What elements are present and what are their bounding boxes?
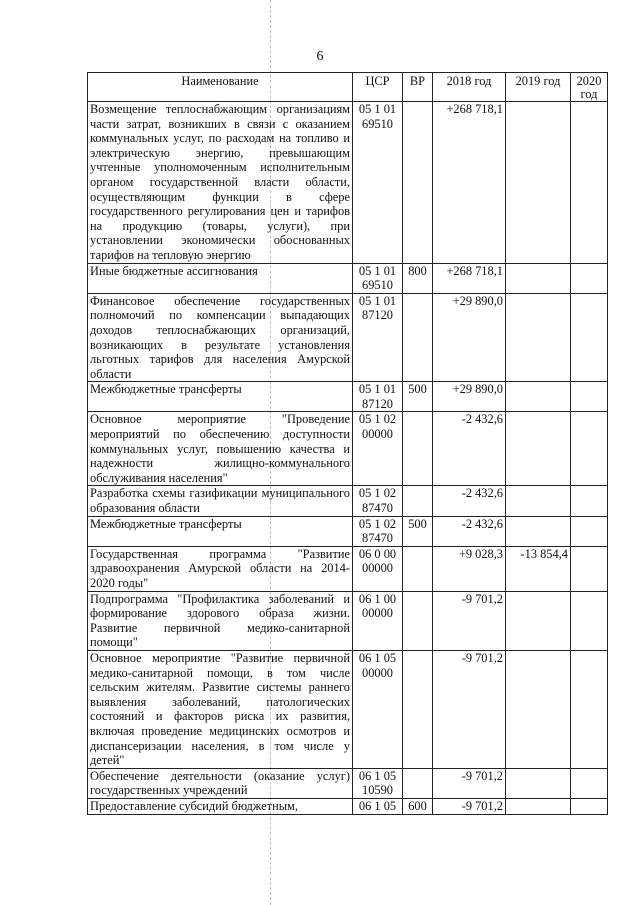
cell-csr: 06 1 05 00000	[353, 650, 403, 768]
cell-2020	[571, 382, 608, 412]
cell-name: Предоставление субсидий бюджетным,	[88, 798, 353, 814]
cell-2018: +268 718,1	[433, 263, 506, 293]
table-row	[88, 486, 608, 516]
cell-2020	[571, 546, 608, 591]
cell-2020	[571, 102, 608, 264]
cell-vr: 600	[403, 798, 433, 814]
cell-2018: -2 432,6	[433, 516, 506, 546]
cell-2018: +268 718,1	[433, 102, 506, 264]
cell-2020	[571, 293, 608, 382]
table-row	[88, 650, 608, 768]
cell-2018: -2 432,6	[433, 486, 506, 516]
cell-name: Иные бюджетные ассигнования	[88, 263, 353, 293]
cell-csr: 06 1 05	[353, 798, 403, 814]
cell-2019	[506, 293, 571, 382]
table-row	[88, 591, 608, 650]
cell-2020	[571, 412, 608, 486]
cell-2018: -9 701,2	[433, 768, 506, 798]
cell-name: Межбюджетные трансферты	[88, 382, 353, 412]
cell-2019	[506, 486, 571, 516]
cell-name: Возмещение теплоснабжающим организациям части затрат, возникших в связи с оказанием коммунальных услуг, по расходам на топливо и электрическую энергию, превышающим учтенные уполномоченным исполнительным органом государственной власти области, осуществляющим функции в сфере государственного регулирования цен и тарифов на продукцию (товары, услуги), при установлении экономически обоснованных тарифов на тепловую энергию	[88, 102, 353, 264]
page-number: 6	[316, 49, 324, 64]
cell-csr: 06 1 00 00000	[353, 591, 403, 650]
table-row	[88, 516, 608, 546]
cell-csr: 05 1 02 00000	[353, 412, 403, 486]
cell-2020	[571, 486, 608, 516]
cell-csr: 06 1 05 10590	[353, 768, 403, 798]
table-row	[88, 798, 608, 814]
cell-name: Финансовое обеспечение государственных полномочий по компенсации выпадающих доходов теплоснабжающих организаций, возникающих в результате установления льготных тарифов для населения Амурской области	[88, 293, 353, 382]
cell-2020	[571, 650, 608, 768]
cell-name: Разработка схемы газификации муниципального образования области	[88, 486, 353, 516]
cell-vr	[403, 293, 433, 382]
cell-name: Основное мероприятие "Проведение мероприятий по обеспечению доступности коммунальных услуг, повышению качества и надежности жилищно-коммунального обслуживания населения"	[88, 412, 353, 486]
cell-name: Обеспечение деятельности (оказание услуг) государственных учреждений	[88, 768, 353, 798]
table-row	[88, 293, 608, 382]
cell-csr: 05 1 02 87470	[353, 486, 403, 516]
cell-name: Межбюджетные трансферты	[88, 516, 353, 546]
cell-2018: +29 890,0	[433, 293, 506, 382]
cell-2019	[506, 382, 571, 412]
table-row	[88, 382, 608, 412]
cell-name: Государственная программа "Развитие здравоохранения Амурской области на 2014-2020 годы"	[88, 546, 353, 591]
cell-2019	[506, 768, 571, 798]
table-row	[88, 768, 608, 798]
table-header-row	[88, 73, 608, 102]
cell-2018: -2 432,6	[433, 412, 506, 486]
cell-2018: -9 701,2	[433, 650, 506, 768]
cell-2019	[506, 412, 571, 486]
table-row	[88, 412, 608, 486]
cell-2019	[506, 798, 571, 814]
table-row	[88, 102, 608, 264]
cell-csr: 06 0 00 00000	[353, 546, 403, 591]
cell-2020	[571, 516, 608, 546]
cell-2019	[506, 102, 571, 264]
cell-csr: 05 1 01 69510	[353, 263, 403, 293]
header-2018: 2018 год	[433, 73, 506, 102]
cell-name: Подпрограмма "Профилактика заболеваний и формирование здорового образа жизни. Развитие первичной медико-санитарной помощи"	[88, 591, 353, 650]
cell-2020	[571, 263, 608, 293]
header-name: Наименование	[88, 73, 353, 102]
cell-csr: 05 1 01 87120	[353, 382, 403, 412]
cell-vr	[403, 650, 433, 768]
cell-vr	[403, 486, 433, 516]
cell-vr: 500	[403, 382, 433, 412]
cell-name: Основное мероприятие "Развитие первичной медико-санитарной помощи, в том числе сельским жителям. Развитие системы раннего выявления заболеваний, патологических состояний и факторов риска их развития, включая проведение медицинских осмотров и диспансеризации населения, в том числе у детей"	[88, 650, 353, 768]
cell-vr: 500	[403, 516, 433, 546]
header-2020: 2020 год	[571, 73, 608, 102]
header-2019: 2019 год	[506, 73, 571, 102]
cell-vr	[403, 546, 433, 591]
cell-csr: 05 1 01 69510	[353, 102, 403, 264]
cell-vr	[403, 102, 433, 264]
header-csr: ЦСР	[353, 73, 403, 102]
table-body	[88, 102, 608, 815]
cell-2019	[506, 263, 571, 293]
cell-2018: +9 028,3	[433, 546, 506, 591]
cell-2018: -9 701,2	[433, 798, 506, 814]
cell-2019	[506, 591, 571, 650]
cell-vr: 800	[403, 263, 433, 293]
cell-2020	[571, 591, 608, 650]
header-vr: ВР	[403, 73, 433, 102]
cell-2018: -9 701,2	[433, 591, 506, 650]
cell-2019	[506, 516, 571, 546]
table-row	[88, 263, 608, 293]
table-row	[88, 546, 608, 591]
cell-2020	[571, 798, 608, 814]
cell-csr: 05 1 02 87470	[353, 516, 403, 546]
cell-vr	[403, 768, 433, 798]
cell-2019	[506, 650, 571, 768]
cell-csr: 05 1 01 87120	[353, 293, 403, 382]
budget-table	[87, 72, 608, 815]
cell-vr	[403, 591, 433, 650]
cell-2018: +29 890,0	[433, 382, 506, 412]
cell-2019: -13 854,4	[506, 546, 571, 591]
cell-vr	[403, 412, 433, 486]
cell-2020	[571, 768, 608, 798]
